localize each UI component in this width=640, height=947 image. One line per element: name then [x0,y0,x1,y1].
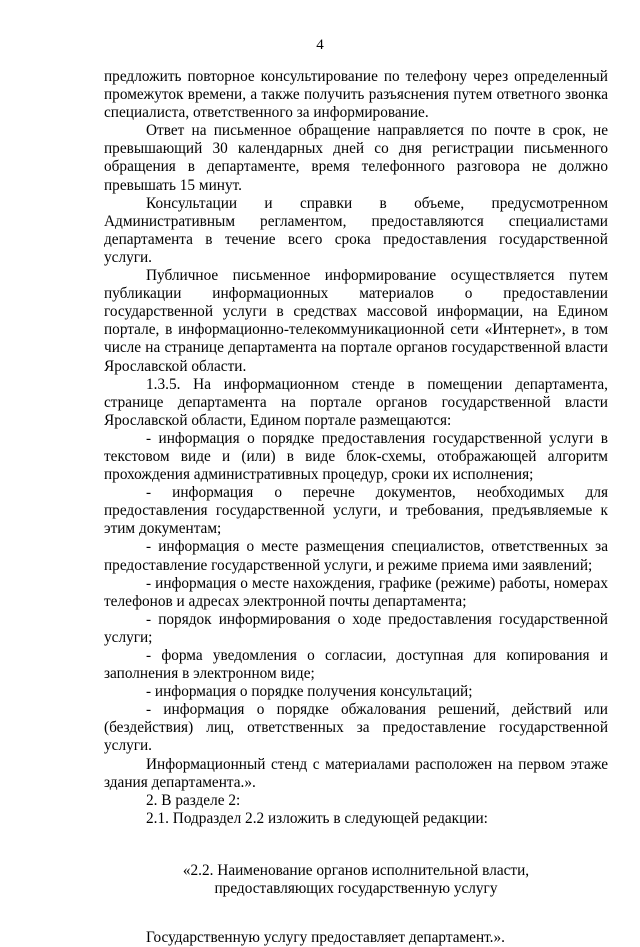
list-item: - информация о порядке предоставления государственной услуги в текстовом виде и (или) в виде блок-схемы, отображающей алгоритм прохождения административных процедур, сроки их исполнения; [104,429,608,484]
paragraph: 2.1. Подраздел 2.2 изложить в следующей редакции: [146,809,488,827]
paragraph: Консультации и справки в объеме, предусмотренном Административным регламентом, предоставляются специалистами департамента в течение всего срока предоставления государственной услуги. [104,194,608,266]
document-body [104,68,608,947]
paragraph: 2. В разделе 2: [146,791,241,809]
list-item: - информация о месте размещения специалистов, ответственных за предоставление государственной услуги, и режиме приема ими заявлений; [104,538,608,574]
closing-paragraph: Государственную услугу предоставляет департамент.». [146,929,505,947]
subsection-heading [104,862,608,898]
paragraph: Публичное письменное информирование осуществляется путем публикации информационных материалов о предоставлении государственной услуги в средствах массовой информации, на Едином портале, в информационно-телекоммуникационной сети «Интернет», в том числе на странице департамента на портале органов государственной власти Ярославской области. [104,267,608,375]
subsection-heading-line-1: «2.2. Наименование органов исполнительной власти, [182,861,530,879]
list-item: - информация о перечне документов, необходимых для предоставления государственной услуги, и требования, предъявляемые к этим документам; [104,484,608,538]
paragraph: Информационный стенд с материалами расположен на первом этаже здания департамента.». [104,755,608,791]
paragraph: предложить повторное консультирование по телефону через определенный промежуток времени, а также получить разъяснения путем ответного звонка специалиста, ответственного за информирование. [104,68,608,122]
paragraph: 1.3.5. На информационном стенде в помещении департамента, странице департамента на портале органов государственной власти Ярославской области, Едином портале размещаются: [104,375,608,429]
list-item: - информация о месте нахождения, графике (режиме) работы, номерах телефонов и адресах электронной почты департамента; [104,574,608,610]
paragraph: Ответ на письменное обращение направляется по почте в срок, не превышающий 30 календарных дней со дня регистрации письменного обращения в департаменте, время телефонного разговора не должно превышать 15 минут. [104,122,608,194]
list-item: - форма уведомления о согласии, доступная для копирования и заполнения в электронном виде; [104,647,608,683]
subsection-heading-line-2: предоставляющих государственную услугу [214,880,498,898]
list-item: - порядок информирования о ходе предоставления государственной услуги; [104,610,608,646]
list-item: - информация о порядке обжалования решений, действий или (бездействия) лиц, ответственных за предоставление государственной услуги. [104,701,608,755]
page-number: 4 [316,37,324,53]
list-item: - информация о порядке получения консультаций; [146,683,473,701]
